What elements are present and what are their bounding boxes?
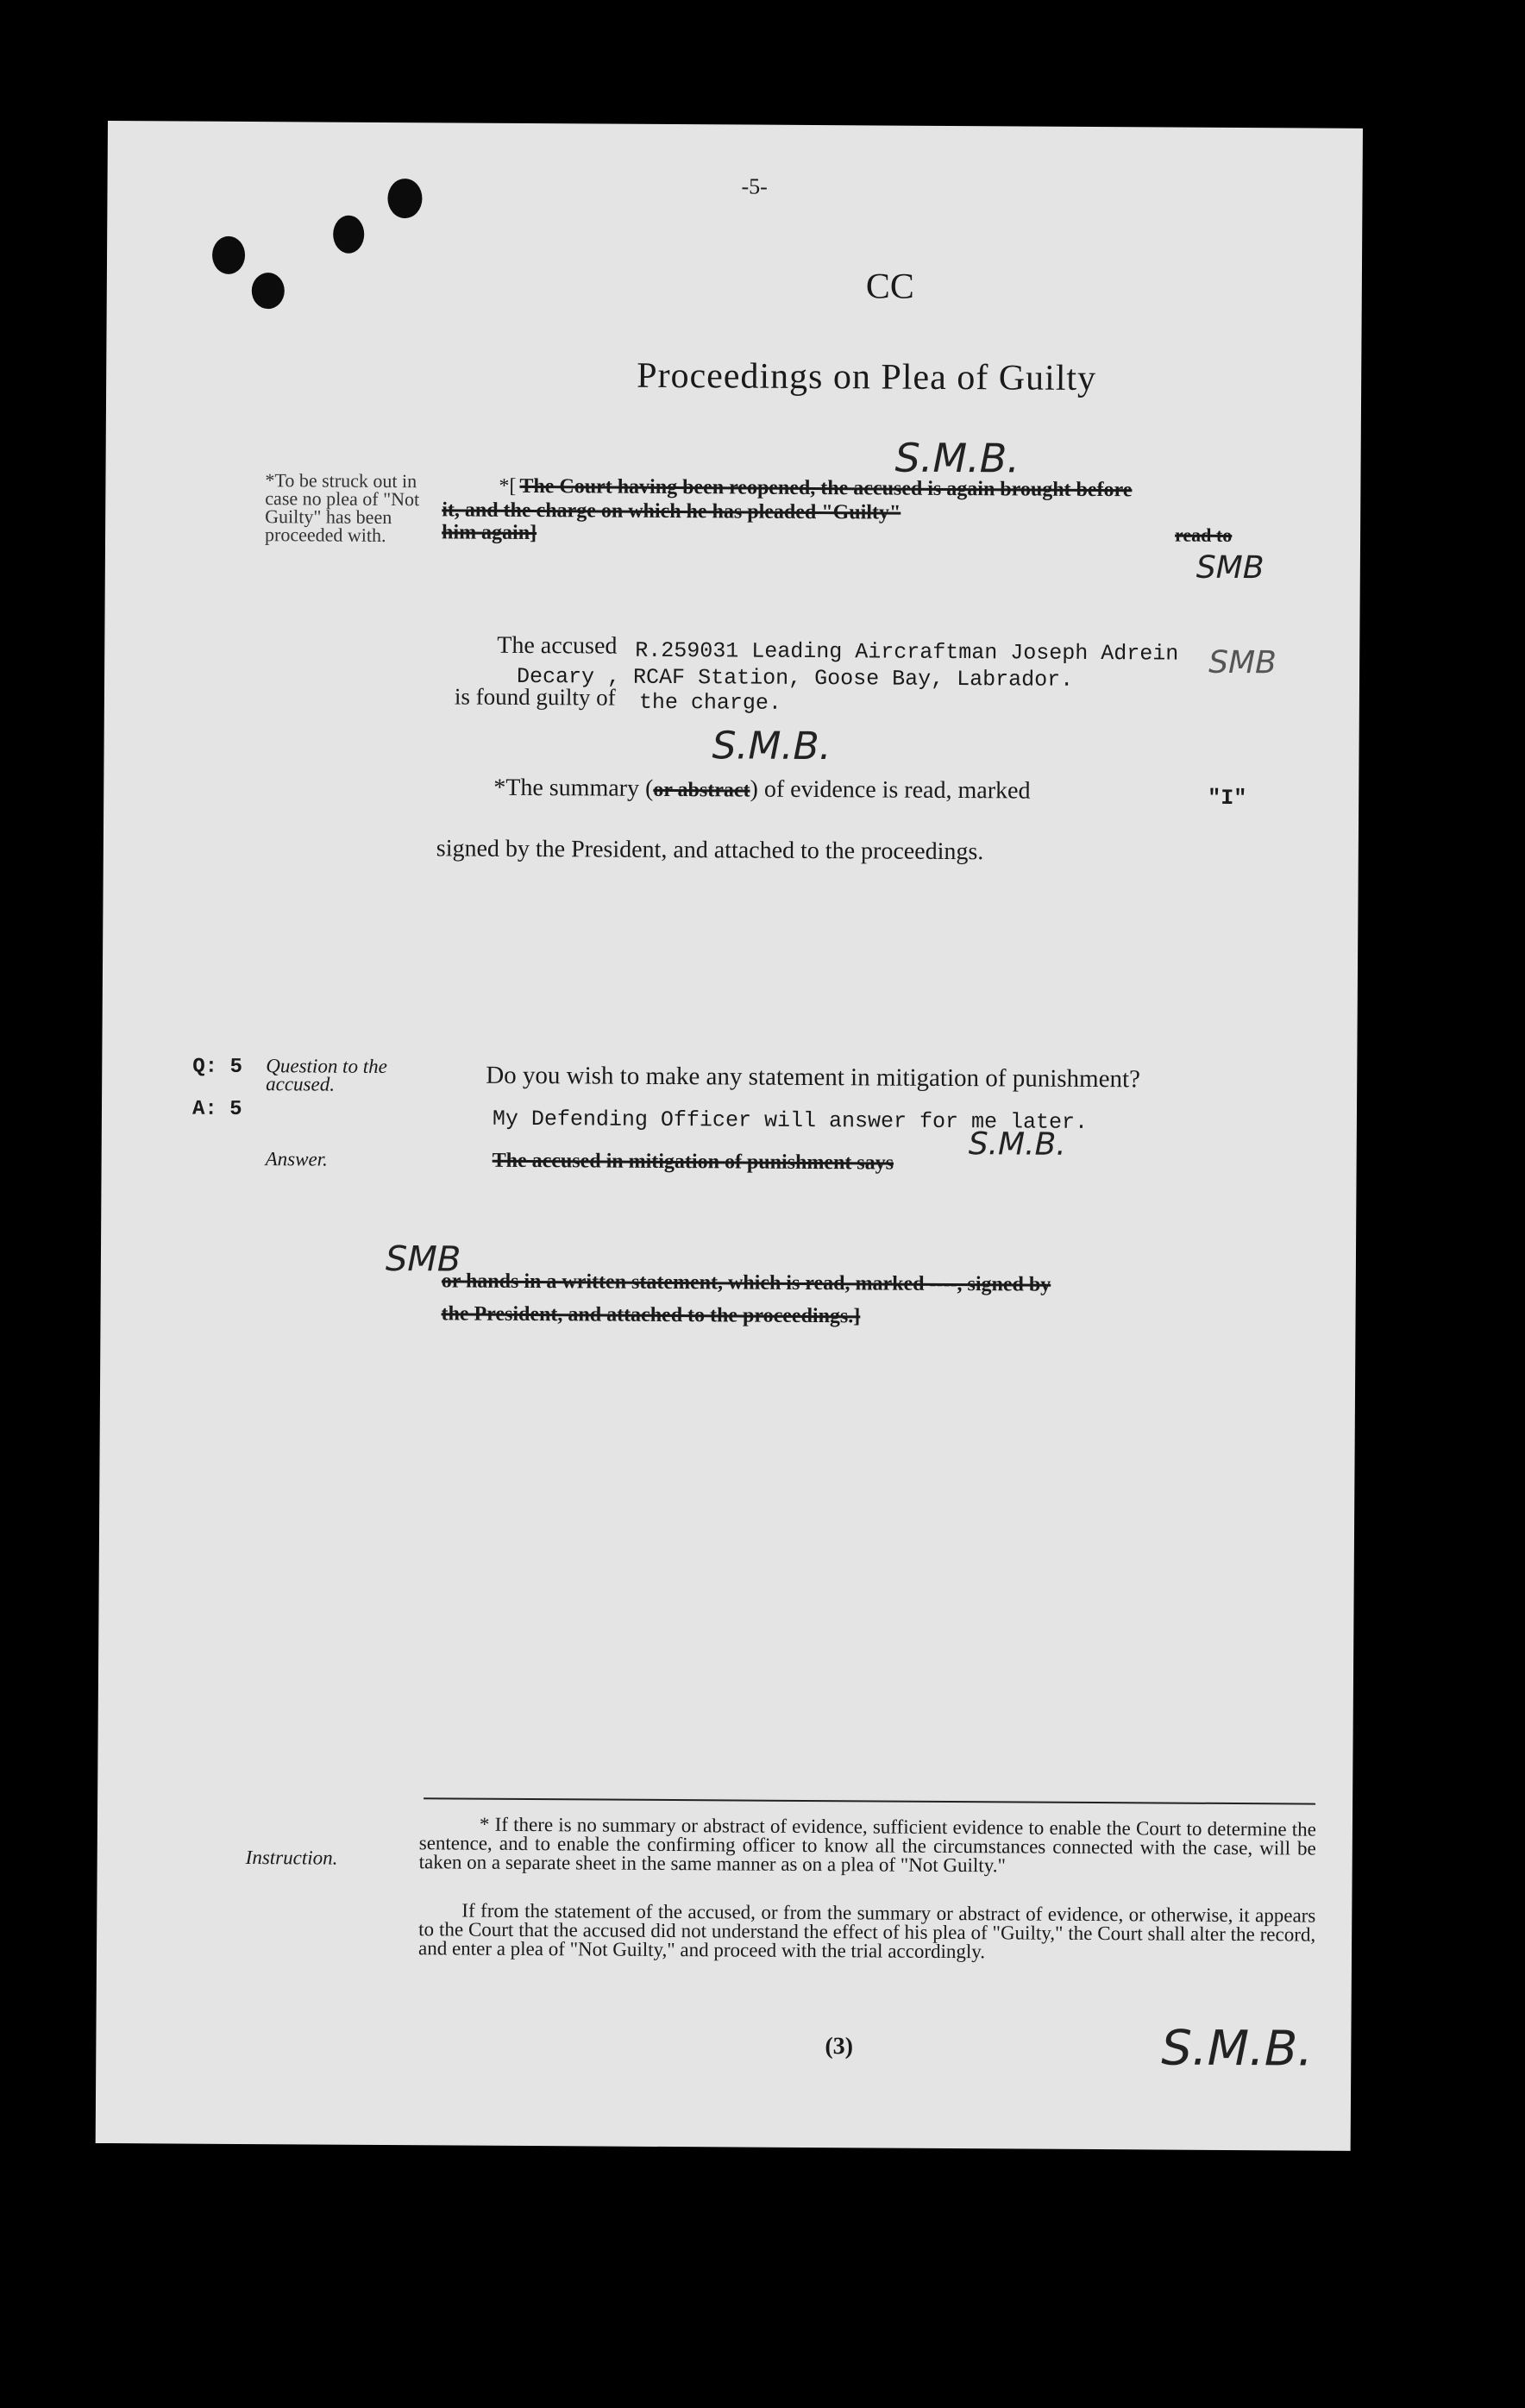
answer-text: My Defending Officer will answer for me later. — [492, 1106, 1089, 1135]
struck-line-2: it, and the charge on which he has pleaded "Guilty" — [442, 499, 901, 524]
summary-marking: "I" — [1208, 785, 1247, 812]
summary-line-2: signed by the President, and attached to the proceedings. — [436, 835, 984, 866]
question-label: Question to the accused. — [266, 1055, 387, 1095]
struck-end: read to — [1175, 524, 1233, 546]
punch-hole — [387, 179, 422, 218]
found-text: is found guilty of — [454, 683, 616, 711]
instruction-divider — [424, 1797, 1315, 1804]
form-code: CC — [865, 267, 915, 307]
summary-text — [493, 774, 1030, 806]
page-number: -5- — [741, 173, 768, 199]
initials-smb-short: SMB — [1208, 644, 1277, 681]
strike-asterisk: *[ — [499, 474, 517, 498]
charge-text: the charge. — [638, 689, 782, 716]
initials-smb: S.M.B. — [1161, 2020, 1314, 2078]
initials-smb: S.M.B. — [894, 434, 1020, 482]
summary-before: *The summary ( — [493, 774, 654, 802]
page-title: Proceedings on Plea of Guilty — [637, 355, 1097, 399]
instruction-paragraph-2: If from the statement of the accused, or from the summary or abstract of evidence, or otherwise, it appears to the Court that the accused did not understand the effect of his plea of "Guilty," the Court shall alter the record, and enter a plea of "Not Guilty," and proceed with the trial accordingly. — [417, 1899, 1316, 1963]
accused-label: The accused — [497, 631, 618, 660]
instruction-paragraph-1: * If there is no summary or abstract of evidence, sufficient evidence to enable the Court to determine the sentence, and to enable the confirming officer to know all the circumstances connected with the case, will be taken on a separate sheet in the same manner as on a plea of "Not Guilty." — [418, 1813, 1317, 1877]
document-page — [96, 121, 1363, 2151]
initials-smb: S.M.B. — [968, 1126, 1066, 1163]
punch-hole — [333, 216, 364, 254]
punch-hole — [212, 236, 245, 274]
answer-number: A: 5 — [191, 1097, 242, 1121]
accused-unit: Decary , RCAF Station, Goose Bay, Labrador. — [516, 663, 1074, 693]
summary-struck-word: or abstract — [653, 778, 750, 802]
margin-note-struck-out: *To be struck out in case no plea of "Not Guilty" has been proceeded with. — [264, 469, 420, 546]
struck-line-3: him again] — [442, 521, 537, 545]
struck-block-line-2: the President, and attached to the proceedings.] — [441, 1302, 861, 1328]
answer-label: Answer. — [265, 1148, 328, 1170]
initials-smb: S.M.B. — [712, 724, 832, 769]
question-text: Do you wish to make any statement in mitigation of punishment? — [486, 1061, 1141, 1094]
summary-after: ) of evidence is read, marked — [750, 775, 1031, 805]
instruction-label: Instruction. — [245, 1847, 338, 1869]
accused-details: R.259031 Leading Aircraftman Joseph Adrein — [635, 637, 1179, 667]
punch-hole — [252, 273, 285, 309]
initials-smb-short: SMB — [1196, 549, 1265, 586]
struck-answer: The accused in mitigation of punishment says — [492, 1149, 894, 1175]
struck-line-1: The Court having been reopened, the accused is again brought before — [519, 474, 1133, 502]
initials-smb-short: SMB — [385, 1238, 461, 1280]
struck-block-line-1: or hands in a written statement, which is read, marked ----, signed by — [441, 1270, 1051, 1296]
question-number: Q: 5 — [192, 1055, 242, 1079]
form-number: (3) — [825, 2033, 854, 2060]
